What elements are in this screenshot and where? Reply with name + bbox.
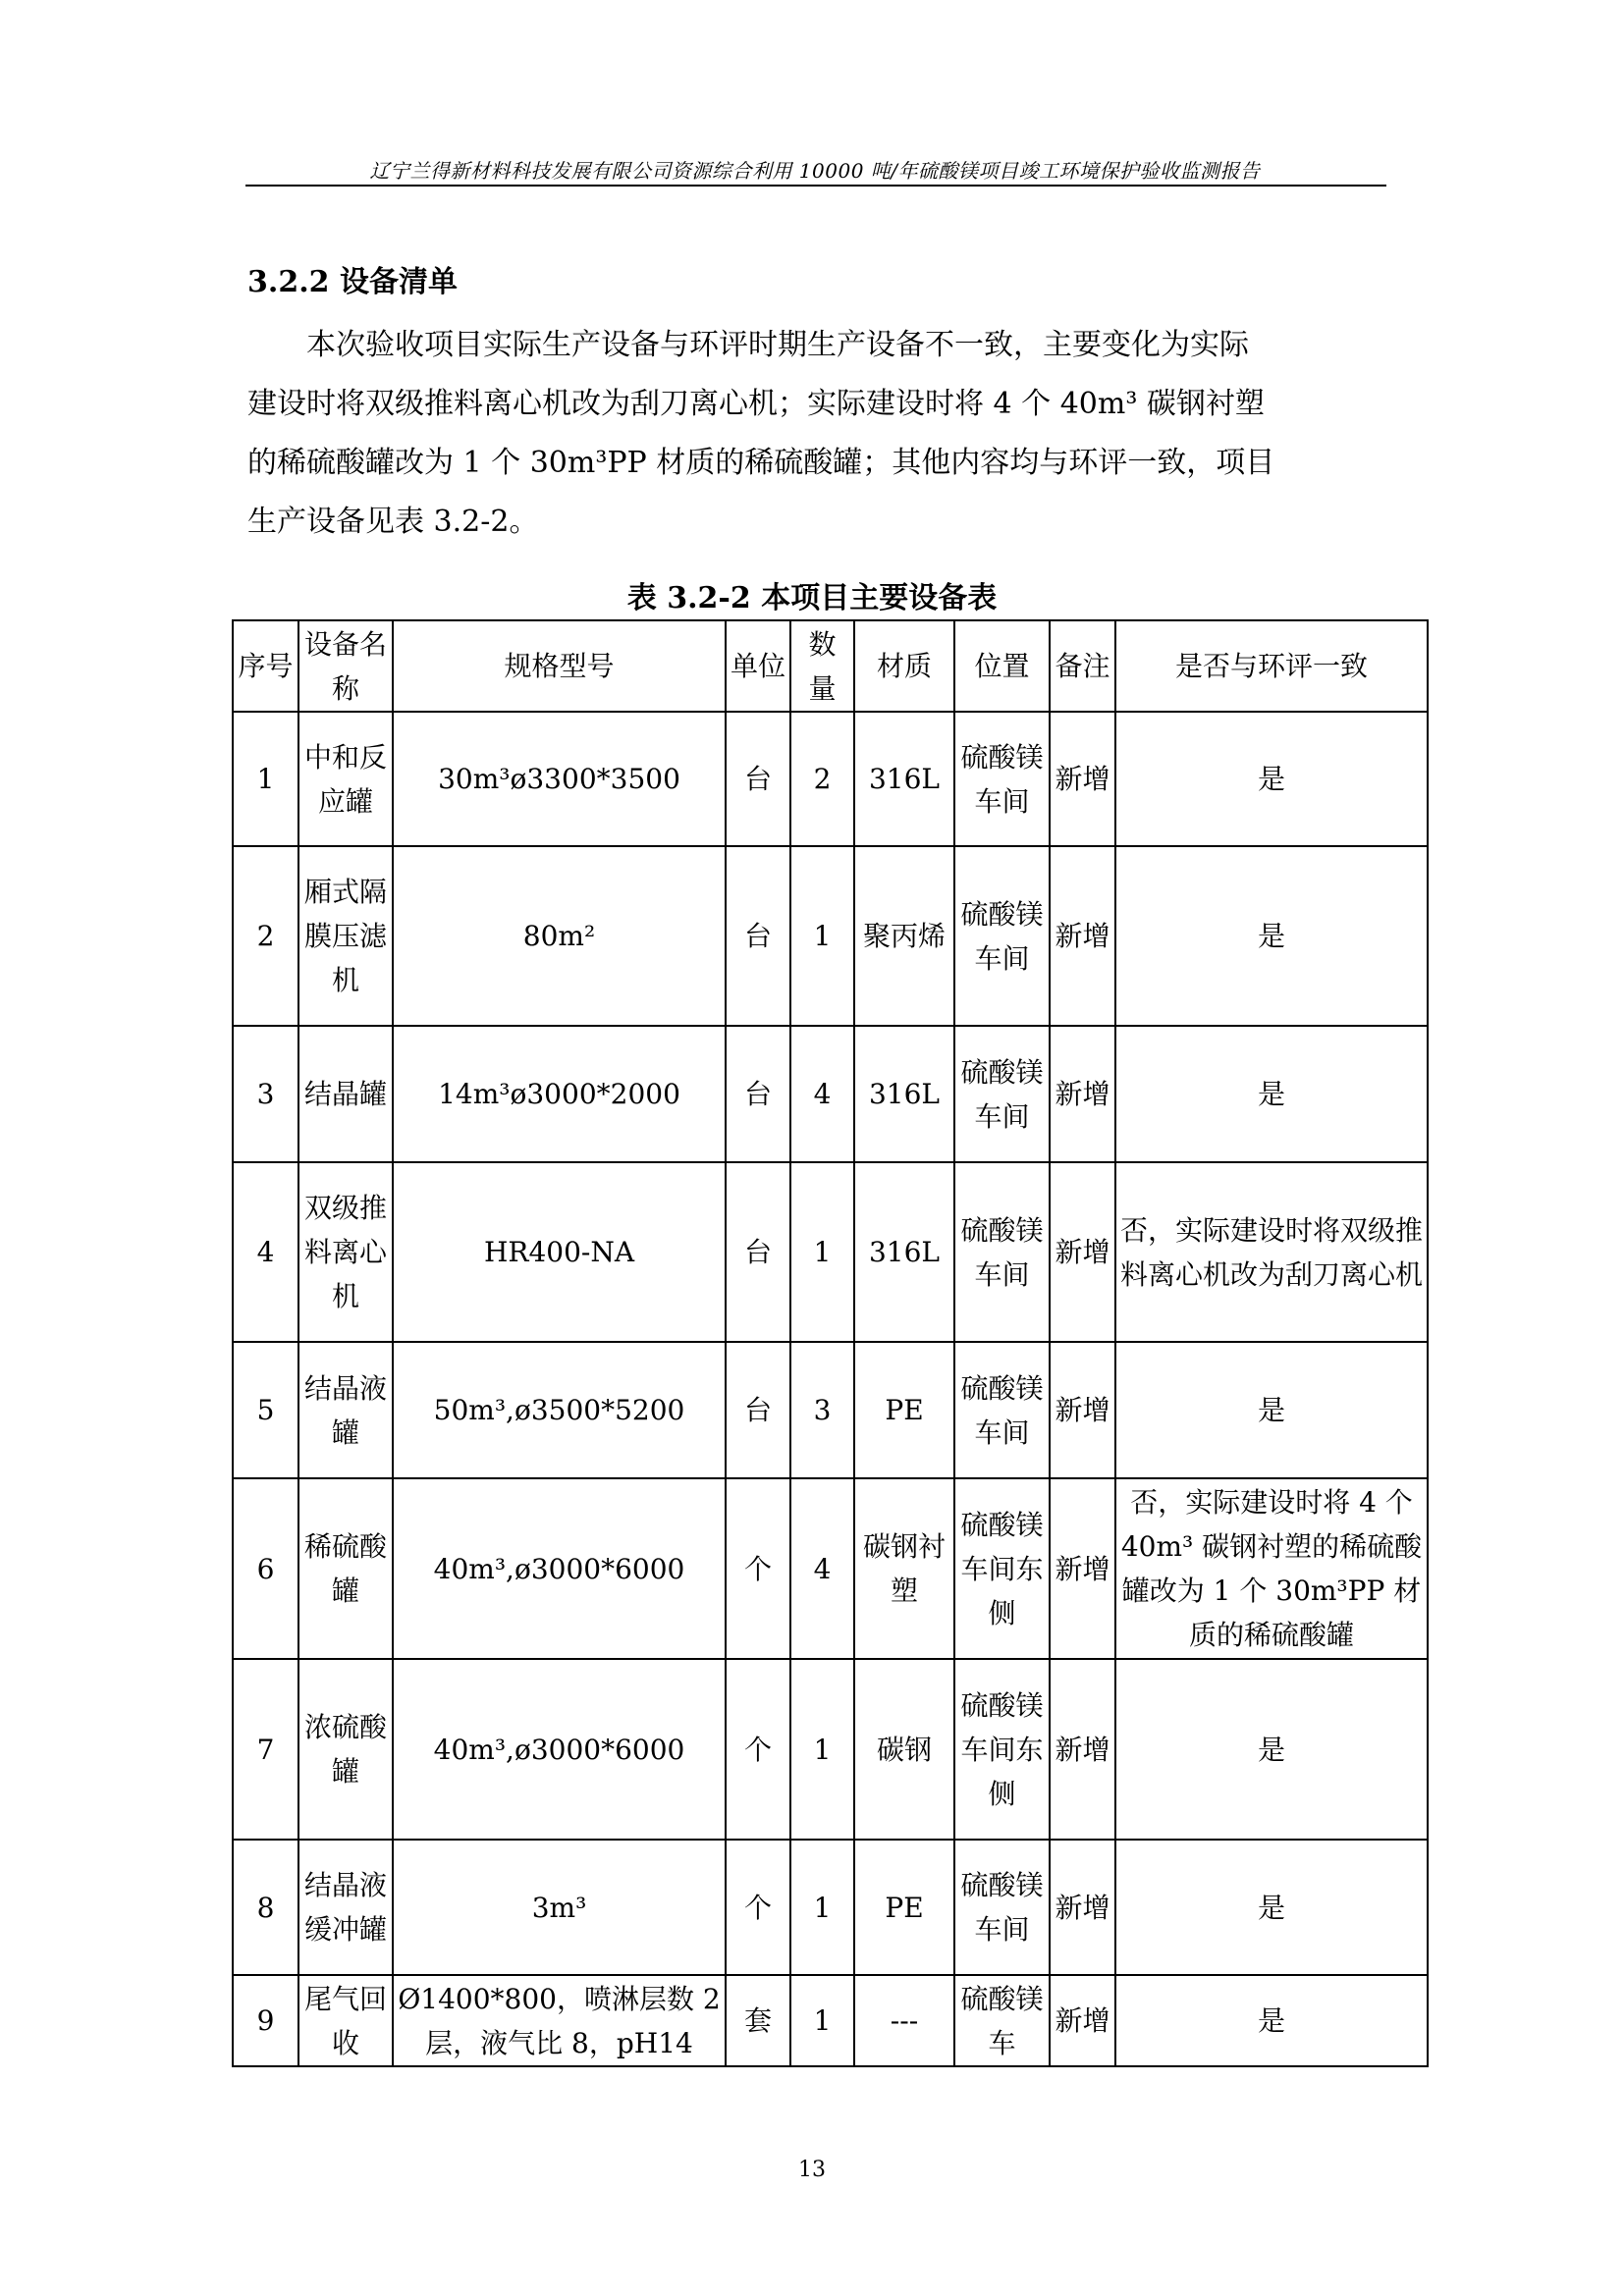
- table-cell: 2: [790, 712, 854, 846]
- table-row: [233, 1162, 1428, 1342]
- table-cell: 结晶液缓冲罐: [298, 1840, 393, 1975]
- table-cell: 是: [1115, 846, 1428, 1026]
- table-cell: 尾气回收: [298, 1975, 393, 2066]
- table-row: [233, 1659, 1428, 1840]
- table-cell: 新增: [1050, 1162, 1115, 1342]
- table-cell: 台: [726, 1026, 790, 1162]
- table-row: [233, 1840, 1428, 1975]
- table-cell: PE: [854, 1342, 954, 1478]
- table-cell: 14m³ø3000*2000: [393, 1026, 726, 1162]
- table-cell: 中和反应罐: [298, 712, 393, 846]
- table-cell: 是: [1115, 712, 1428, 846]
- header-cell: 材质: [854, 620, 954, 712]
- table-cell: 硫酸镁车间东侧: [954, 1659, 1050, 1840]
- table-cell: 9: [233, 1975, 298, 2066]
- table-cell: 否，实际建设时将双级推料离心机改为刮刀离心机: [1115, 1162, 1428, 1342]
- table-cell: 套: [726, 1975, 790, 2066]
- table-cell: 1: [790, 1975, 854, 2066]
- table-cell: 是: [1115, 1026, 1428, 1162]
- table-cell: 硫酸镁车间东侧: [954, 1478, 1050, 1659]
- table-cell: 聚丙烯: [854, 846, 954, 1026]
- table-cell: 个: [726, 1478, 790, 1659]
- table-cell: 4: [790, 1026, 854, 1162]
- table-cell: 台: [726, 1342, 790, 1478]
- table-header-row: [233, 620, 1428, 712]
- table-cell: 个: [726, 1840, 790, 1975]
- table-cell: 新增: [1050, 1975, 1115, 2066]
- table-cell: Ø1400*800，喷淋层数 2 层，液气比 8，pH14: [393, 1975, 726, 2066]
- table-cell: 碳钢衬塑: [854, 1478, 954, 1659]
- table-cell: 台: [726, 846, 790, 1026]
- table-cell: 30m³ø3300*3500: [393, 712, 726, 846]
- table-cell: 硫酸镁车间: [954, 1840, 1050, 1975]
- table-cell: 2: [233, 846, 298, 1026]
- table-cell: 8: [233, 1840, 298, 1975]
- page-number: 13: [798, 2158, 826, 2182]
- header-cell: 位置: [954, 620, 1050, 712]
- section-title: 3.2.2 设备清单: [247, 265, 458, 299]
- table-cell: 硫酸镁车: [954, 1975, 1050, 2066]
- table-cell: 硫酸镁车间: [954, 712, 1050, 846]
- table-cell: 新增: [1050, 1840, 1115, 1975]
- table-cell: 316L: [854, 1162, 954, 1342]
- paragraph-line: 本次验收项目实际生产设备与环评时期生产设备不一致，主要变化为实际: [306, 328, 1249, 362]
- header-cell: 设备名称: [298, 620, 393, 712]
- table-cell: 5: [233, 1342, 298, 1478]
- table-cell: 台: [726, 712, 790, 846]
- table-cell: HR400-NA: [393, 1162, 726, 1342]
- header-cell: 单位: [726, 620, 790, 712]
- equipment-table: [232, 619, 1429, 2067]
- table-cell: 台: [726, 1162, 790, 1342]
- table-cell: 1: [790, 1840, 854, 1975]
- header-divider: [245, 185, 1386, 187]
- table-cell: 3: [233, 1026, 298, 1162]
- table-cell: 新增: [1050, 712, 1115, 846]
- header-cell: 序号: [233, 620, 298, 712]
- table-cell: 1: [790, 1162, 854, 1342]
- table-row: [233, 1026, 1428, 1162]
- table-cell: 316L: [854, 1026, 954, 1162]
- table-cell: 结晶液罐: [298, 1342, 393, 1478]
- table-row: [233, 1342, 1428, 1478]
- table-cell: 4: [790, 1478, 854, 1659]
- table-cell: 50m³,ø3500*5200: [393, 1342, 726, 1478]
- table-row: [233, 1478, 1428, 1659]
- table-cell: 4: [233, 1162, 298, 1342]
- table-cell: 3: [790, 1342, 854, 1478]
- table-cell: 双级推料离心机: [298, 1162, 393, 1342]
- table-cell: 7: [233, 1659, 298, 1840]
- table-caption: 表 3.2-2 本项目主要设备表: [626, 581, 998, 615]
- table-row: [233, 846, 1428, 1026]
- table-row: [233, 1975, 1428, 2066]
- table-cell: 硫酸镁车间: [954, 846, 1050, 1026]
- table-cell: 316L: [854, 712, 954, 846]
- table-cell: 新增: [1050, 1342, 1115, 1478]
- table-cell: 6: [233, 1478, 298, 1659]
- table-cell: 稀硫酸罐: [298, 1478, 393, 1659]
- table-cell: 1: [233, 712, 298, 846]
- table-cell: ---: [854, 1975, 954, 2066]
- table-cell: 个: [726, 1659, 790, 1840]
- table-cell: 1: [790, 1659, 854, 1840]
- header-cell: 备注: [1050, 620, 1115, 712]
- table-cell: 新增: [1050, 1659, 1115, 1840]
- table-cell: 是: [1115, 1840, 1428, 1975]
- table-cell: PE: [854, 1840, 954, 1975]
- table-cell: 硫酸镁车间: [954, 1026, 1050, 1162]
- table-cell: 是: [1115, 1975, 1428, 2066]
- header-cell: 是否与环评一致: [1115, 620, 1428, 712]
- table-cell: 结晶罐: [298, 1026, 393, 1162]
- table-cell: 新增: [1050, 846, 1115, 1026]
- table-cell: 40m³,ø3000*6000: [393, 1478, 726, 1659]
- table-cell: 厢式隔膜压滤机: [298, 846, 393, 1026]
- table-cell: 80m²: [393, 846, 726, 1026]
- table-cell: 40m³,ø3000*6000: [393, 1659, 726, 1840]
- table-cell: 1: [790, 846, 854, 1026]
- table-cell: 是: [1115, 1659, 1428, 1840]
- table-cell: 碳钢: [854, 1659, 954, 1840]
- paragraph-line: 建设时将双级推料离心机改为刮刀离心机；实际建设时将 4 个 40m³ 碳钢衬塑: [247, 387, 1265, 421]
- paragraph-line: 的稀硫酸罐改为 1 个 30m³PP 材质的稀硫酸罐；其他内容均与环评一致，项目: [247, 446, 1275, 480]
- section-paragraph: [247, 316, 1367, 552]
- header-cell: 数量: [790, 620, 854, 712]
- table-cell: 否，实际建设时将 4 个 40m³ 碳钢衬塑的稀硫酸罐改为 1 个 30m³PP 材质的稀硫酸罐: [1115, 1478, 1428, 1659]
- table-cell: 硫酸镁车间: [954, 1342, 1050, 1478]
- header-cell: 规格型号: [393, 620, 726, 712]
- table-row: [233, 712, 1428, 846]
- table-cell: 浓硫酸罐: [298, 1659, 393, 1840]
- table-cell: 新增: [1050, 1478, 1115, 1659]
- table-cell: 是: [1115, 1342, 1428, 1478]
- table-cell: 新增: [1050, 1026, 1115, 1162]
- report-header: 辽宁兰得新材料科技发展有限公司资源综合利用 10000 吨/年硫酸镁项目竣工环境保护验收监测报告: [369, 159, 1261, 183]
- paragraph-line: 生产设备见表 3.2-2。: [247, 505, 539, 539]
- table-cell: 硫酸镁车间: [954, 1162, 1050, 1342]
- table-cell: 3m³: [393, 1840, 726, 1975]
